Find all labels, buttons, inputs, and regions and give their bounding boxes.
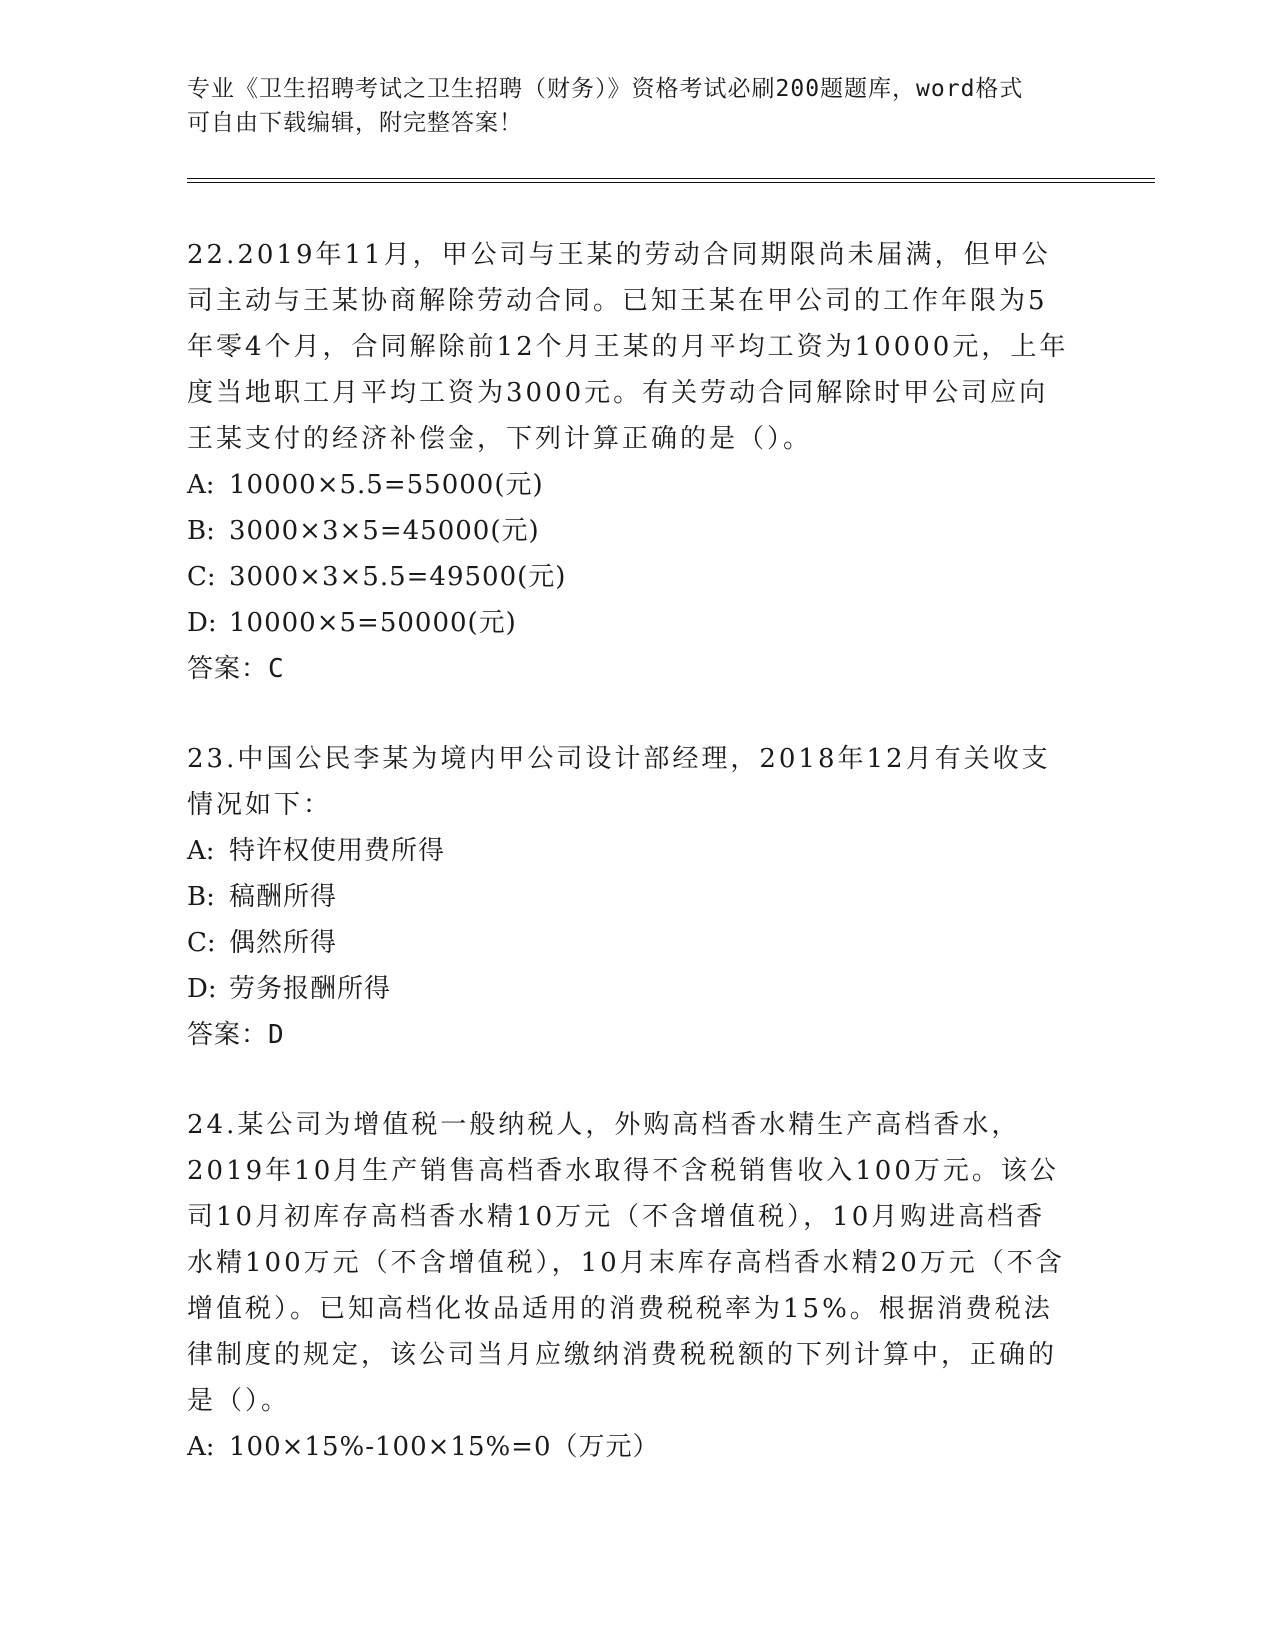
answer-line: 答案：C: [187, 654, 285, 684]
question-block-23: [187, 736, 1072, 1058]
option-letter: C:: [187, 928, 216, 958]
option-text: 10000×5.5=55000(元): [229, 470, 544, 500]
option-c: [187, 554, 1072, 600]
option-text: 3000×3×5=45000(元): [229, 516, 540, 546]
question-block-24: [187, 1102, 1072, 1470]
option-letter: D:: [187, 608, 217, 638]
option-letter: A:: [187, 470, 215, 500]
option-text: 特许权使用费所得: [229, 836, 446, 866]
option-a: [187, 828, 1072, 874]
option-letter: C:: [187, 562, 216, 592]
option-text: 偶然所得: [229, 928, 338, 958]
option-b: [187, 508, 1072, 554]
option-a: [187, 1424, 1072, 1470]
option-a: [187, 462, 1072, 508]
option-b: [187, 874, 1072, 920]
answer-line: 答案：D: [187, 1020, 285, 1050]
option-text: 稿酬所得: [229, 882, 338, 912]
option-d: [187, 966, 1072, 1012]
header-divider-bottom: [187, 182, 1155, 183]
header-line-1: 专业《卫生招聘考试之卫生招聘（财务）》资格考试必刷200题题库，word格式: [187, 76, 1024, 102]
header-line-2: 可自由下载编辑，附完整答案！: [187, 110, 523, 136]
option-letter: A:: [187, 836, 215, 866]
option-letter: B:: [187, 516, 215, 546]
question-stem: 23.中国公民李某为境内甲公司设计部经理，2018年12月有关收支情况如下：: [187, 744, 1051, 820]
option-c: [187, 920, 1072, 966]
option-letter: A:: [187, 1432, 215, 1462]
option-text: 3000×3×5.5=49500(元): [229, 562, 567, 592]
header-divider-top: [187, 178, 1155, 179]
question-stem: 22.2019年11月，甲公司与王某的劳动合同期限尚未届满，但甲公司主动与王某协商解除劳动合同。已知王某在甲公司的工作年限为5年零4个月，合同解除前12个月王某的月平均工资为10000元，上年度当地职工月平均工资为3000元。有关劳动合同解除时甲公司应向王某支付的经济补偿金，下列计算正确的是（）。: [187, 240, 1069, 454]
option-text: 10000×5=50000(元): [229, 608, 517, 638]
question-stem: 24.某公司为增值税一般纳税人，外购高档香水精生产高档香水，2019年10月生产销售高档香水取得不含税销售收入100万元。该公司10月初库存高档香水精10万元（不含增值税），10月购进高档香水精100万元（不含增值税），10月末库存高档香水精20万元（不含增值税）。已知高档化妆品适用的消费税税率为15%。根据消费税法律制度的规定，该公司当月应缴纳消费税税额的下列计算中，正确的是（）。: [187, 1110, 1065, 1416]
question-block-22: [187, 232, 1072, 692]
document-header: [187, 72, 1067, 140]
option-letter: D:: [187, 974, 217, 1004]
option-text: 100×15%-100×15%=0（万元）: [229, 1432, 660, 1462]
question-list: [187, 232, 1072, 1514]
option-text: 劳务报酬所得: [229, 974, 392, 1004]
option-d: [187, 600, 1072, 646]
option-letter: B:: [187, 882, 215, 912]
